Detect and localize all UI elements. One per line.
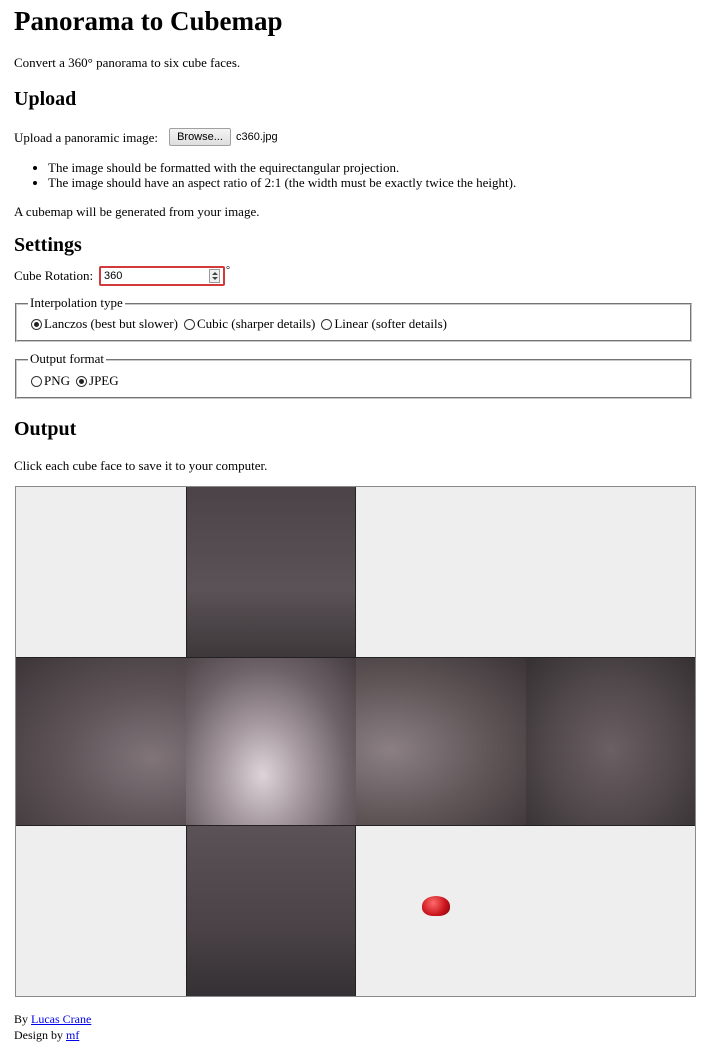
interpolation-legend: Interpolation type	[30, 295, 123, 310]
output-format-fieldset	[15, 351, 692, 399]
browse-button[interactable]: Browse...	[169, 128, 231, 146]
degree-unit: °	[226, 265, 230, 276]
intro-text: Convert a 360° panorama to six cube faces.	[14, 55, 241, 70]
designer-link[interactable]: mf	[66, 1028, 80, 1042]
radio-label: Lanczos (best but slower)	[44, 316, 178, 331]
radio-label: Cubic (sharper details)	[196, 316, 316, 331]
cube-face-right[interactable]	[356, 657, 526, 826]
settings-heading: Settings	[14, 234, 82, 256]
radio-option-linear[interactable]	[321, 316, 447, 332]
footer-design-line	[14, 1028, 79, 1043]
radio-checked-icon[interactable]	[31, 319, 42, 330]
radio-option-lanczos[interactable]	[31, 316, 178, 332]
list-item: • The image should be formatted with the equirectangular projection.	[48, 160, 516, 175]
cube-rotation-input[interactable]	[99, 266, 225, 286]
output-heading: Output	[14, 418, 77, 440]
red-object-image	[422, 896, 450, 916]
radio-label: Linear (softer details)	[334, 316, 447, 331]
footer-author-line	[14, 1012, 91, 1027]
cube-face-front[interactable]	[186, 657, 356, 826]
interpolation-fieldset	[15, 295, 692, 342]
output-format-legend: Output format	[30, 351, 105, 366]
upload-heading: Upload	[14, 88, 77, 110]
interpolation-options	[31, 316, 453, 332]
output-instructions: Click each cube face to save it to your computer.	[14, 458, 268, 473]
list-item: • The image should have an aspect ratio of 2:1 (the width must be exactly twice the height).	[48, 175, 516, 190]
radio-unchecked-icon[interactable]	[184, 319, 195, 330]
page-title: Panorama to Cubemap	[14, 6, 283, 36]
radio-checked-icon[interactable]	[76, 376, 87, 387]
cube-face-left[interactable]	[16, 657, 186, 826]
output-format-options	[31, 373, 125, 389]
cubemap-preview	[15, 486, 696, 997]
radio-unchecked-icon[interactable]	[31, 376, 42, 387]
author-link[interactable]: Lucas Crane	[31, 1012, 92, 1026]
selected-file-name: c360.jpg	[236, 131, 278, 143]
footer-design-prefix: Design by	[14, 1028, 63, 1042]
radio-option-cubic[interactable]	[184, 316, 315, 332]
spinner-arrows-icon[interactable]	[209, 269, 220, 283]
cube-face-back[interactable]	[526, 657, 696, 826]
radio-unchecked-icon[interactable]	[321, 319, 332, 330]
radio-label: JPEG	[89, 373, 119, 388]
radio-label: PNG	[44, 373, 71, 388]
radio-option-png[interactable]	[31, 373, 70, 389]
radio-option-jpeg[interactable]	[76, 373, 119, 389]
cube-face-top[interactable]	[186, 487, 356, 657]
cube-rotation-label: Cube Rotation:	[14, 268, 94, 283]
upload-info-text: A cubemap will be generated from your image.	[14, 204, 260, 219]
cube-face-bottom[interactable]	[186, 826, 356, 997]
upload-requirements-list	[0, 160, 516, 190]
cube-rotation-value: 360	[104, 270, 123, 282]
footer-by-prefix: By	[14, 1012, 29, 1026]
upload-label: Upload a panoramic image:	[14, 130, 159, 145]
